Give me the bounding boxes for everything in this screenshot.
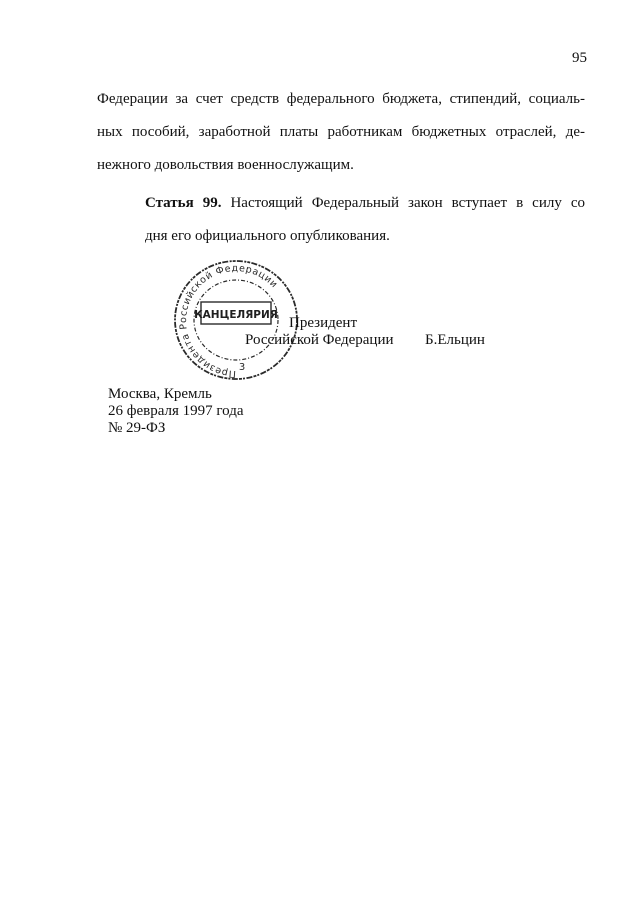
continuation-line-1: Федерации за счет средств федерального бюджета, стипендий, социаль- <box>97 91 585 107</box>
continuation-line-3: нежного довольствия военнослужащим. <box>97 157 354 173</box>
article-line-2: дня его официального опубликования. <box>145 228 390 244</box>
article-99-paragraph <box>97 187 585 253</box>
signing-date: 26 февраля 1997 года <box>108 403 244 419</box>
signature-title-line-1: Президент <box>289 315 357 331</box>
stamp-number: 3 <box>238 362 246 373</box>
signatory-name: Б.Ельцин <box>425 332 485 348</box>
article-label: Статья 99. <box>145 195 222 211</box>
place-location: Москва, Кремль <box>108 386 212 402</box>
stamp-ring-textpath: Президента Российской Федерации <box>177 262 280 380</box>
continuation-line-2: ных пособий, заработной платы работникам бюджетных отраслей, де- <box>97 124 585 140</box>
law-number: № 29-ФЗ <box>108 420 166 436</box>
chancellery-stamp <box>172 258 300 382</box>
page-number: 95 <box>572 50 587 66</box>
article-text-1: Настоящий Федеральный закон вступает в силу со <box>230 195 585 211</box>
article-line-1 <box>97 187 585 220</box>
place-date-block <box>108 386 244 437</box>
signature-title-line-2: Российской Федерации <box>245 332 394 348</box>
continuation-paragraph <box>97 83 585 182</box>
stamp-center-text: КАНЦЕЛЯРИЯ <box>194 309 278 321</box>
